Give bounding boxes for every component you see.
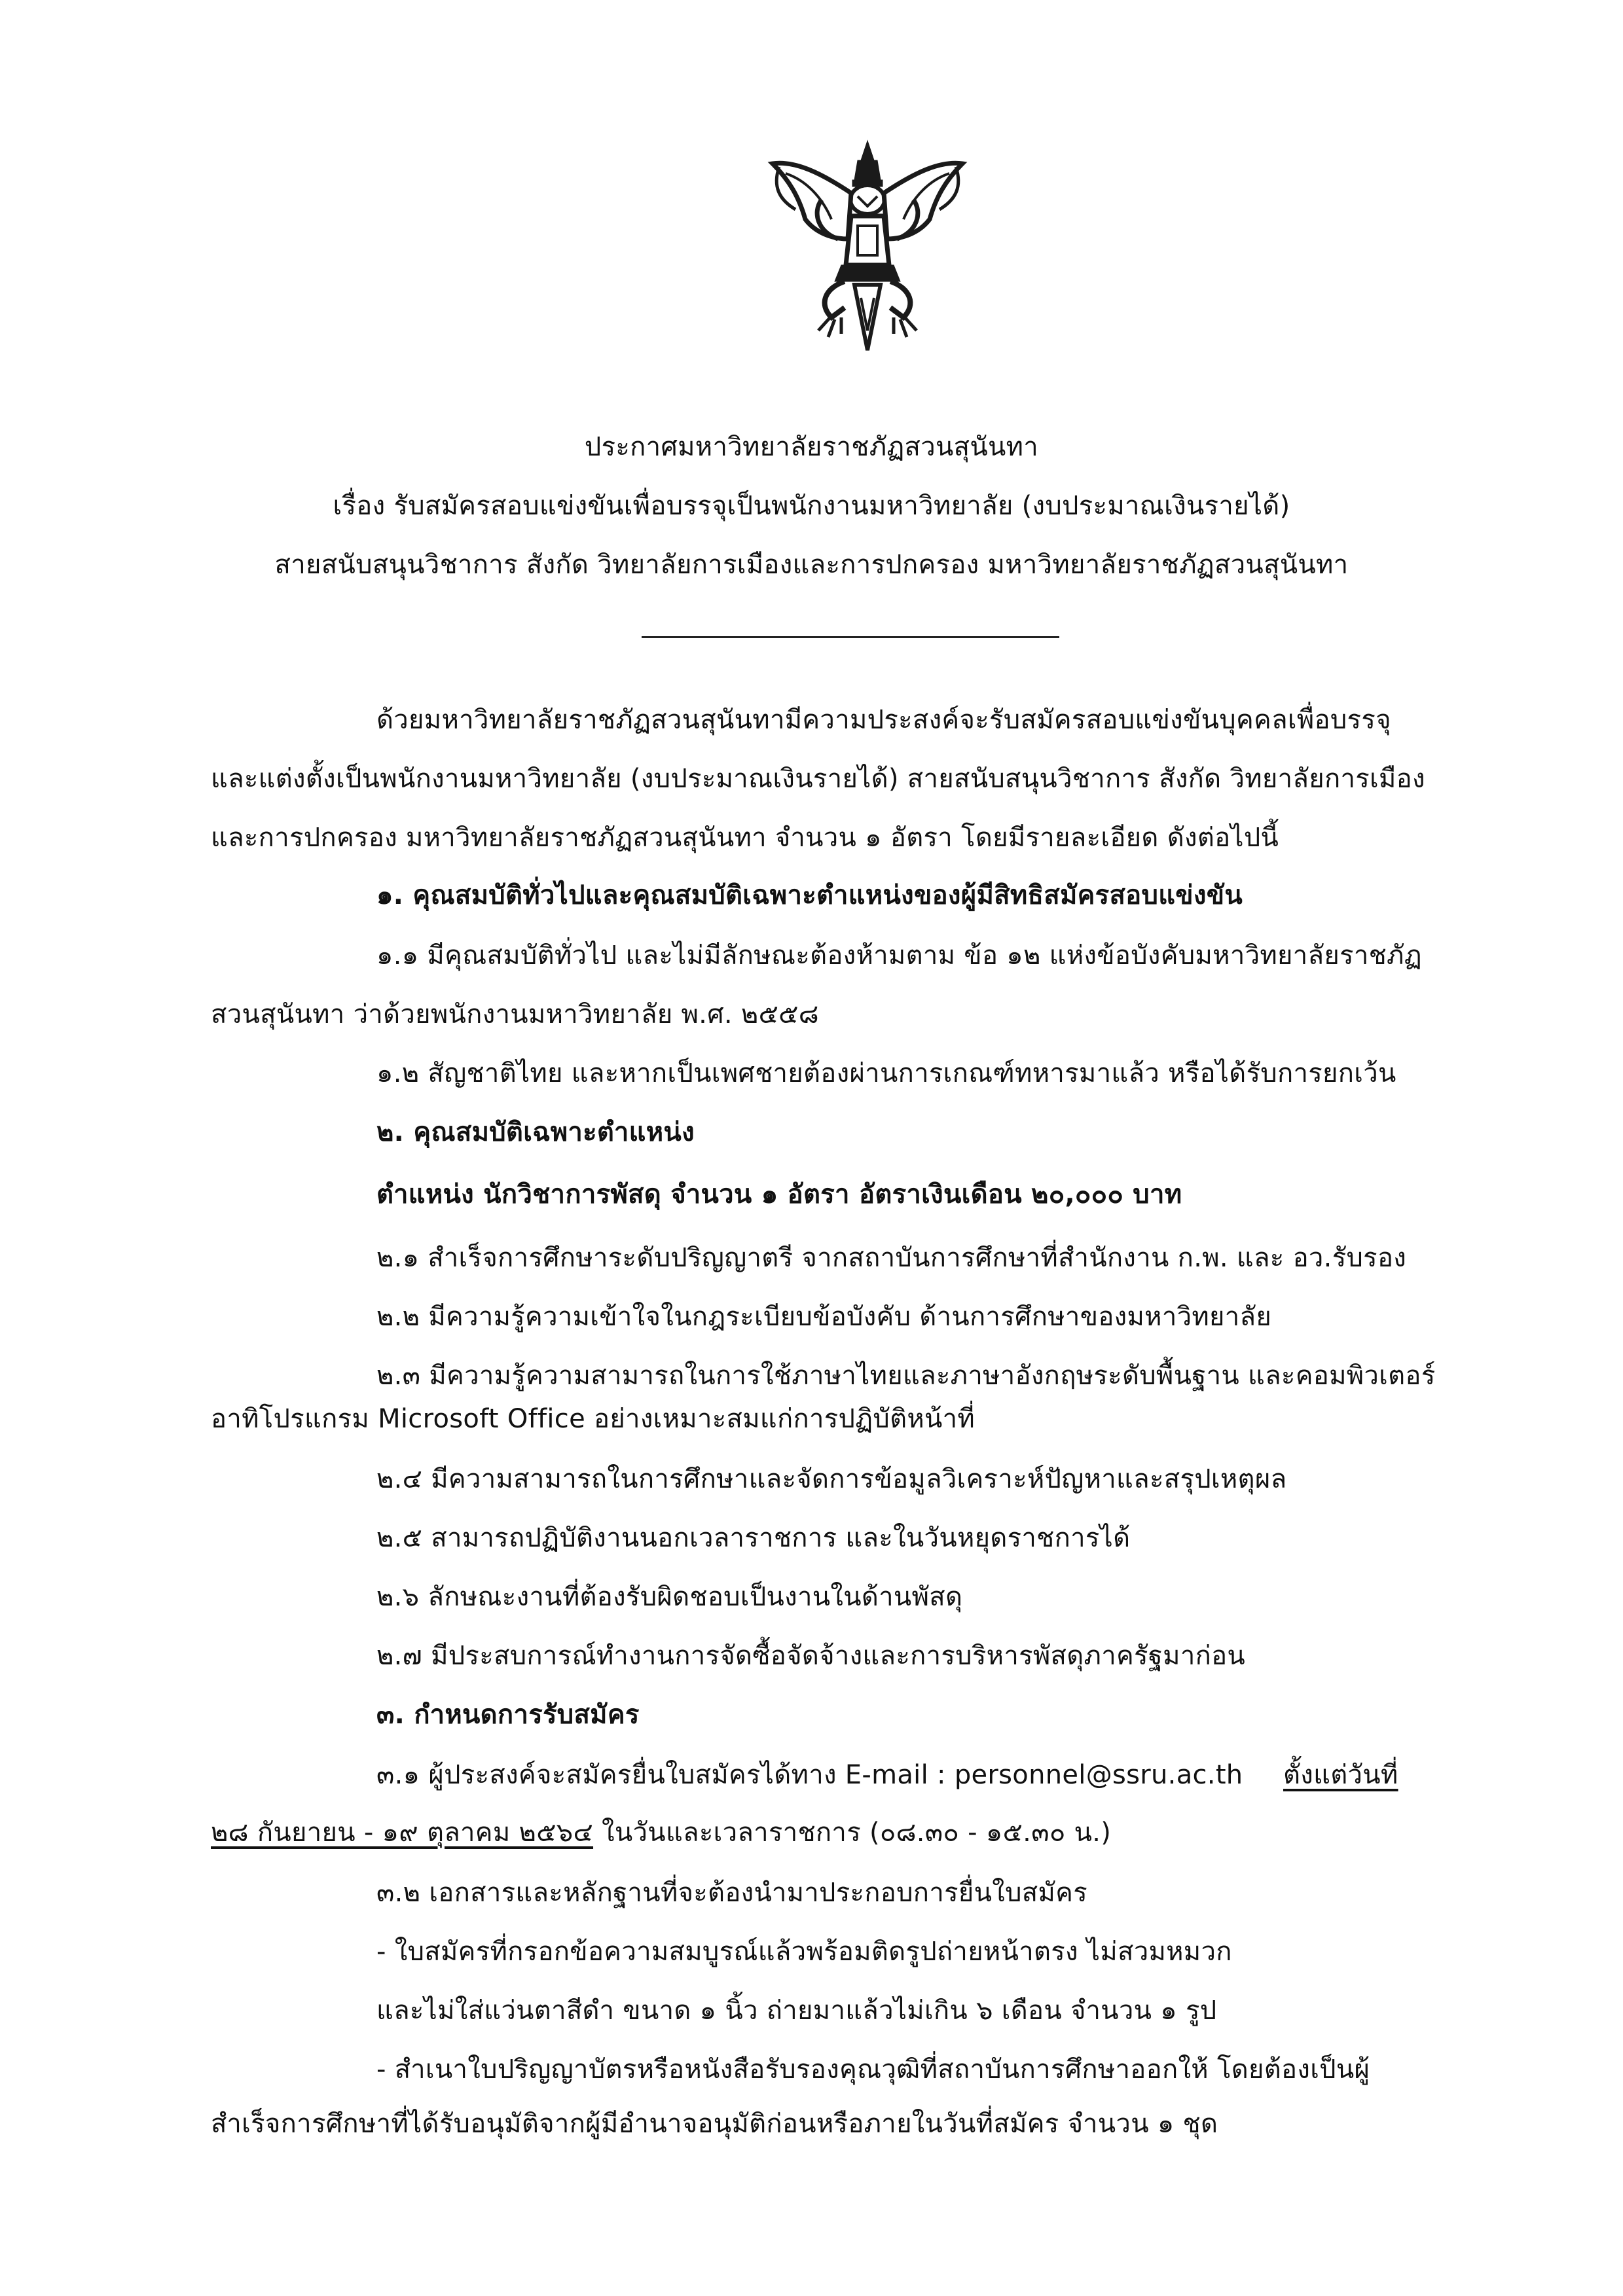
section-item: ๑.๑ มีคุณสมบัติทั่วไป และไม่มีลักษณะต้องห้ามตาม ข้อ ๑๒ แห่งข้อบังคับมหาวิทยาลัยราชภัฏ [376,941,1422,971]
application-period: ๒๘ กันยายน - ๑๙ ตุลาคม ๒๕๖๔ [211,1818,594,1848]
section-item: ๒.๓ มีความรู้ความสามารถในการใช้ภาษาไทยและภาษาอังกฤษระดับพื้นฐาน และคอมพิวเตอร์ [376,1361,1436,1391]
intro-line: ด้วยมหาวิทยาลัยราชภัฏสวนสุนันทามีความประสงค์จะรับสมัครสอบแข่งขันบุคคลเพื่อบรรจุ [376,705,1391,735]
announcement-title: ประกาศมหาวิทยาลัยราชภัฏสวนสุนันทา [584,432,1039,462]
section-item: ๒.๕ สามารถปฏิบัติงานนอกเวลาราชการ และในวันหยุดราชการได้ [376,1523,1131,1553]
section-item: ๒.๖ ลักษณะงานที่ต้องรับผิดชอบเป็นงานในด้านพัสดุ [376,1582,963,1612]
announcement-subject: เรื่อง รับสมัครสอบแข่งขันเพื่อบรรจุเป็นพนักงานมหาวิทยาลัย (งบประมาณเงินรายได้) [333,491,1290,521]
section-heading: ๓. กำหนดการรับสมัคร [376,1700,640,1730]
section-item: ๒.๑ สำเร็จการศึกษาระดับปริญญาตรี จากสถาบันการศึกษาที่สำนักงาน ก.พ. และ อว.รับรอง [376,1243,1407,1273]
document-item: และไม่ใส่แว่นตาสีดำ ขนาด ๑ นิ้ว ถ่ายมาแล้วไม่เกิน ๖ เดือน จำนวน ๑ รูป [376,1996,1217,2026]
section-item: ๒.๗ มีประสบการณ์ทำงานการจัดซื้อจัดจ้างและการบริหารพัสดุภาครัฐมาก่อน [376,1641,1246,1671]
section-item: สวนสุนันทา ว่าด้วยพนักงานมหาวิทยาลัย พ.ศ. ๒๕๕๘ [211,999,819,1030]
section-item: ๒.๔ มีความสามารถในการศึกษาและจัดการข้อมูลวิเคราะห์ปัญหาและสรุปเหตุผล [376,1464,1287,1494]
document-item: สำเร็จการศึกษาที่ได้รับอนุมัติจากผู้มีอำนาจอนุมัติก่อนหรือภายในวันที่สมัคร จำนวน ๑ ชุด [211,2109,1218,2139]
garuda-emblem-icon [759,134,976,357]
section-item: ๓.๑ ผู้ประสงค์จะสมัครยื่นใบสมัครได้ทาง E-mail : personnel@ssru.ac.th [376,1760,1243,1790]
section-item: ๑.๒ สัญชาติไทย และหากเป็นเพศชายต้องผ่านการเกณฑ์ทหารมาแล้ว หรือได้รับการยกเว้น [376,1058,1396,1088]
application-start-date: ตั้งแต่วันที่ [1283,1760,1398,1790]
section-heading: ๒. คุณสมบัติเฉพาะตำแหน่ง [376,1117,695,1147]
section-item: ๒.๒ มีความรู้ความเข้าใจในกฎระเบียบข้อบังคับ ด้านการศึกษาของมหาวิทยาลัย [376,1302,1272,1332]
intro-line: และแต่งตั้งเป็นพนักงานมหาวิทยาลัย (งบประมาณเงินรายได้) สายสนับสนุนวิชาการ สังกัด วิทยาลัยการเมือง [211,764,1425,794]
document-item: - ใบสมัครที่กรอกข้อความสมบูรณ์แล้วพร้อมติดรูปถ่ายหน้าตรง ไม่สวมหมวก [376,1937,1232,1967]
header-divider [642,636,1059,638]
document-item: - สำเนาใบปริญญาบัตรหรือหนังสือรับรองคุณวุฒิที่สถาบันการศึกษาออกให้ โดยต้องเป็นผู้ [376,2054,1370,2085]
section-heading: ๑. คุณสมบัติทั่วไปและคุณสมบัติเฉพาะตำแหน่งของผู้มีสิทธิสมัครสอบแข่งขัน [376,880,1243,910]
section-item: อาทิโปรแกรม Microsoft Office อย่างเหมาะสมแก่การปฏิบัติหน้าที่ [211,1404,976,1434]
application-hours: ในวันและเวลาราชการ (๐๘.๓๐ - ๑๕.๓๐ น.) [593,1818,1112,1848]
section-item [211,1820,1111,1846]
announcement-department: สายสนับสนุนวิชาการ สังกัด วิทยาลัยการเมืองและการปกครอง มหาวิทยาลัยราชภัฏสวนสุนันทา [274,550,1349,580]
section-item: ๓.๒ เอกสารและหลักฐานที่จะต้องนำมาประกอบการยื่นใบสมัคร [376,1878,1087,1908]
intro-line: และการปกครอง มหาวิทยาลัยราชภัฏสวนสุนันทา จำนวน ๑ อัตรา โดยมีรายละเอียด ดังต่อไปนี้ [211,823,1279,853]
position-title: ตำแหน่ง นักวิชาการพัสดุ จำนวน ๑ อัตรา อัตราเงินเดือน ๒๐,๐๐๐ บาท [376,1179,1182,1210]
